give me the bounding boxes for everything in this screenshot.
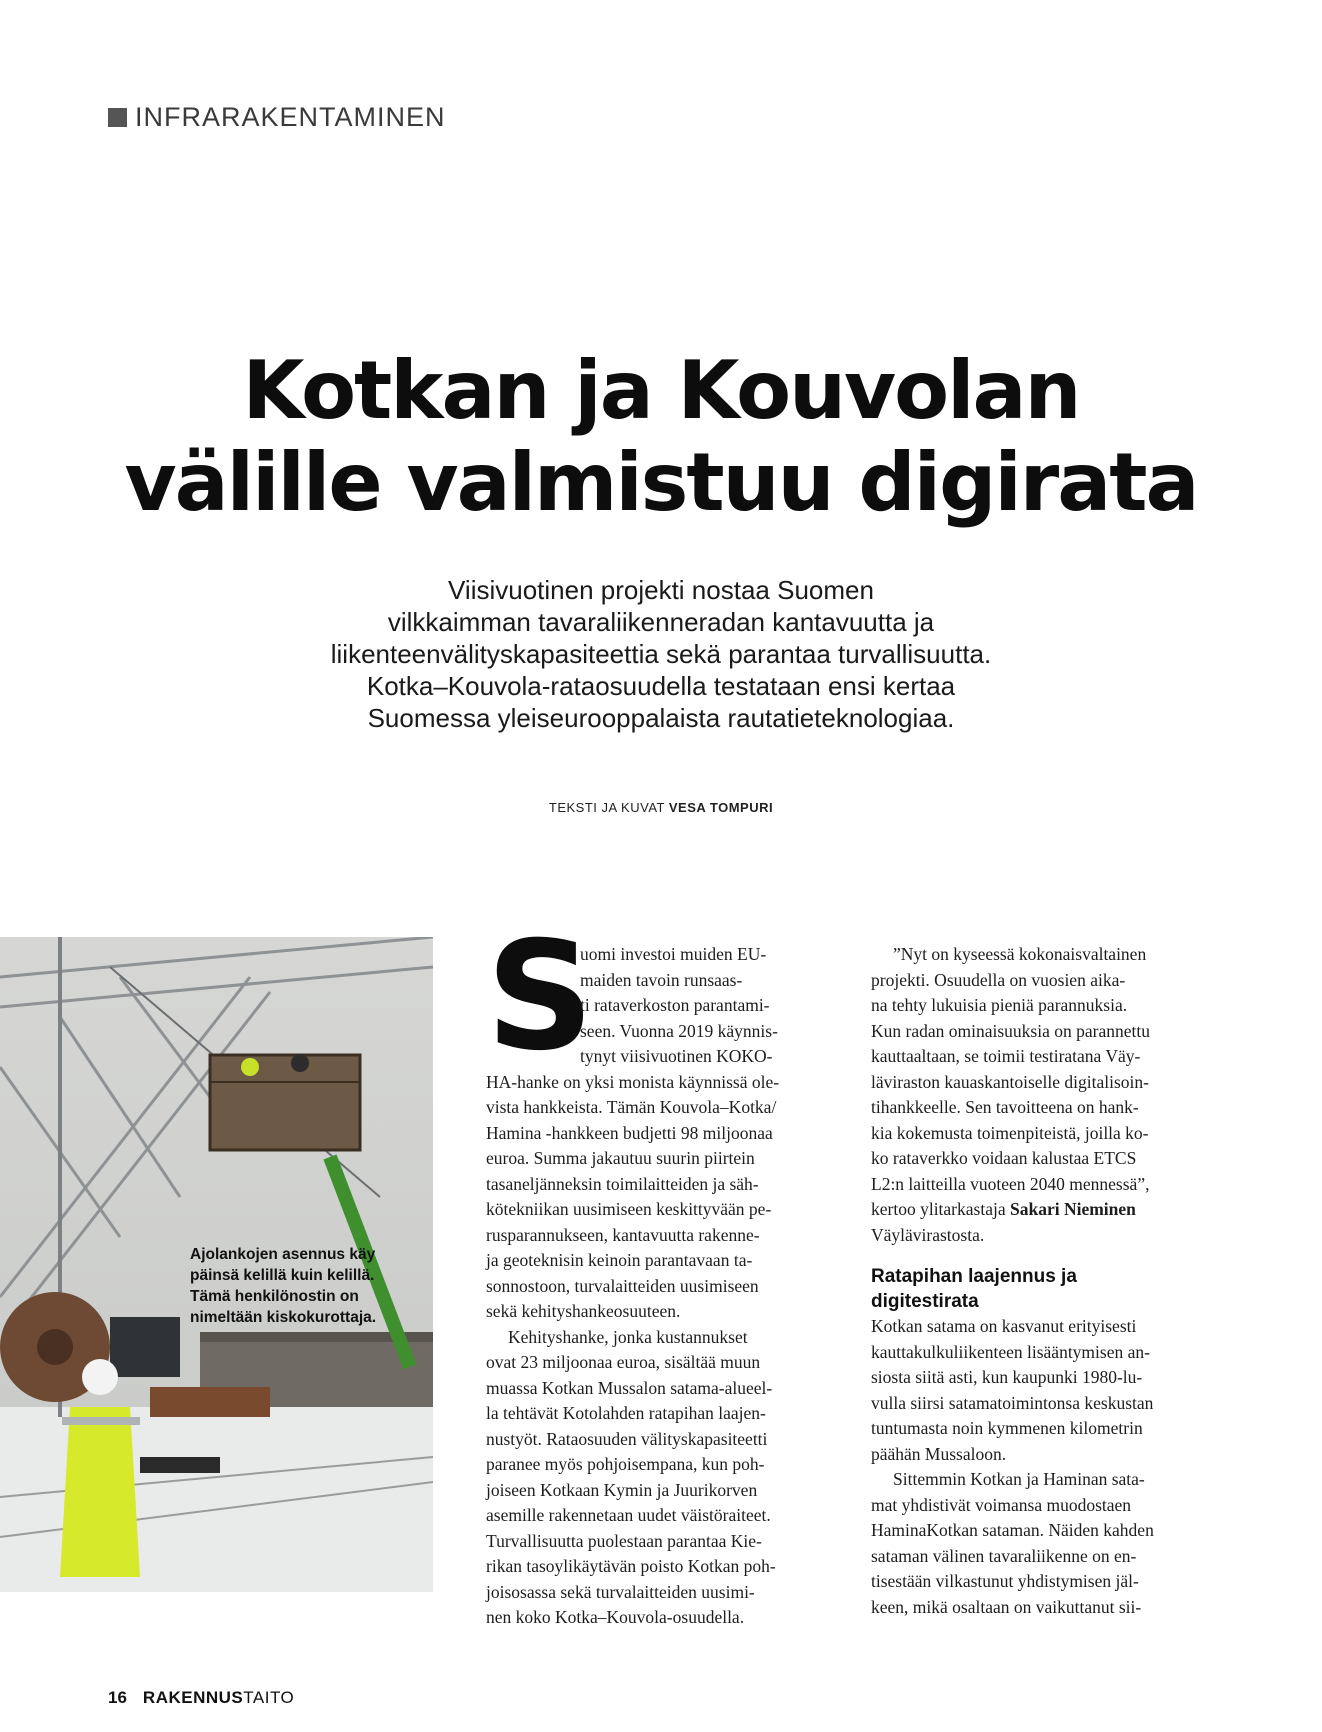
body-line: Väylävirastosta. xyxy=(871,1224,985,1245)
body-line: la tehtävät Kotolahden ratapihan laajen- xyxy=(486,1403,766,1423)
body-line: tuntumasta noin kymmenen kilometrin xyxy=(871,1418,1143,1438)
attribution-text: kertoo ylitarkastaja xyxy=(871,1199,1010,1219)
body-line: läviraston kauaskantoiselle digitalisoin- xyxy=(871,1071,1149,1092)
body-line: joisosassa sekä turvalaitteiden uusimi- xyxy=(486,1581,755,1602)
body-line: sonnostoon, turvalaitteiden uusimiseen xyxy=(486,1275,759,1296)
headline-line-1: Kotkan ja Kouvolan xyxy=(242,344,1080,437)
body-line: sataman välinen tavaraliikenne on en- xyxy=(871,1545,1137,1566)
byline-prefix: TEKSTI JA KUVAT xyxy=(548,800,665,815)
body-line: ”Nyt on kyseessä kokonaisvaltainen xyxy=(893,944,1147,964)
subheading xyxy=(871,1264,1221,1314)
magazine-name-light: TAITO xyxy=(243,1688,295,1707)
body-line: paranee myös pohjoisempana, kun poh- xyxy=(486,1454,765,1474)
body-line: rusparannukseen, kantavuutta rakenne- xyxy=(486,1224,760,1245)
body-line: päähän Mussaloon. xyxy=(871,1443,1007,1464)
body-line: asemille rakennetaan uudet väistöraiteet. xyxy=(486,1505,771,1525)
body-line: na tehty lukuisia pieniä parannuksia. xyxy=(871,995,1128,1015)
body-line: euroa. Summa jakautuu suurin piirtein xyxy=(486,1148,755,1168)
body-line: ti rataverkoston parantami- xyxy=(580,995,770,1015)
body-line: projekti. Osuudella on vuosien aika- xyxy=(871,969,1126,990)
subheading-line-2: digitestirata xyxy=(871,1291,979,1312)
body-line: maiden tavoin runsaas- xyxy=(580,969,743,990)
body-line: sekä kehityshankeosuuteen. xyxy=(486,1301,681,1321)
body-line: tasaneljänneksin toimilaitteiden ja säh- xyxy=(486,1173,759,1194)
lead-line: Kotka–Kouvola-rataosuudella testataan ensi kertaa xyxy=(366,671,956,701)
body-line: tihankkeelle. Sen tavoitteena on hank- xyxy=(871,1097,1139,1117)
page-number: 16 xyxy=(108,1688,127,1707)
body-line: L2:n laitteilla vuoteen 2040 mennessä”, xyxy=(871,1173,1150,1194)
body-line: nen koko Kotka–Kouvola-osuudella. xyxy=(486,1607,745,1627)
body-line: Hamina -hankkeen budjetti 98 miljoonaa xyxy=(486,1122,773,1143)
page-footer xyxy=(108,1688,294,1708)
photo-caption: Ajolankojen asennus käy päinsä kelillä kuin kelillä. Tämä henkilönostin on nimeltään kiskokurottaja. xyxy=(190,1246,377,1326)
body-line: nustyöt. Rataosuuden välityskapasiteetti xyxy=(486,1428,768,1449)
byline-author: VESA TOMPURI xyxy=(668,800,774,815)
body-column-1 xyxy=(486,942,838,1631)
body-column-2 xyxy=(871,942,1221,1620)
headline xyxy=(0,345,1322,529)
body-line: keen, mikä osaltaan on vaikuttanut sii- xyxy=(871,1596,1142,1617)
body-line: ko rataverkko voidaan kalustaa ETCS xyxy=(871,1148,1137,1168)
body-line: kauttaaltaan, se toimii testiratana Väy- xyxy=(871,1046,1141,1066)
lead-line: vilkkaimman tavaraliikenneradan kantavuutta ja xyxy=(387,607,935,637)
body-line: uomi investoi muiden EU- xyxy=(580,944,767,964)
byline xyxy=(0,800,1322,815)
body-line: ovat 23 miljoonaa euroa, sisältää muun xyxy=(486,1352,761,1372)
lead-line: Suomessa yleiseurooppalaista rautatieteknologiaa. xyxy=(367,703,955,733)
body-line: joiseen Kotkaan Kymin ja Juurikorven xyxy=(486,1479,758,1500)
section-label xyxy=(108,102,446,133)
body-line: Sittemmin Kotkan ja Haminan sata- xyxy=(893,1469,1145,1489)
headline-line-2: välille valmistuu digirata xyxy=(124,436,1198,529)
body-line: tisestään vilkastunut yhdistymisen jäl- xyxy=(871,1571,1139,1591)
body-line: ja geoteknisin keinoin parantavaan ta- xyxy=(486,1250,753,1270)
body-line: HA-hanke on yksi monista käynnissä ole- xyxy=(486,1071,780,1092)
body-line: Kun radan ominaisuuksia on parannettu xyxy=(871,1020,1150,1041)
body-line: siosta siitä asti, kun kaupunki 1980-lu- xyxy=(871,1367,1143,1387)
body-line: seen. Vuonna 2019 käynnis- xyxy=(580,1020,778,1041)
body-line: rikan tasoylikäytävän poisto Kotkan poh- xyxy=(486,1556,776,1576)
section-square-icon xyxy=(108,108,127,127)
body-line: Kotkan satama on kasvanut erityisesti xyxy=(871,1316,1137,1336)
subheading-line-1: Ratapihan laajennus ja xyxy=(871,1266,1077,1287)
body-line: Kehityshanke, jonka kustannukset xyxy=(508,1326,748,1347)
drop-cap: S xyxy=(486,910,595,1084)
magazine-name-bold: RAKENNUS xyxy=(142,1688,244,1707)
lead-line: Viisivuotinen projekti nostaa Suomen xyxy=(448,575,874,605)
body-line: HaminaKotkan sataman. Näiden kahden xyxy=(871,1520,1154,1540)
body-line: kia kokemusta toimenpiteistä, joilla ko- xyxy=(871,1122,1149,1143)
quote-attribution-line xyxy=(871,1197,1221,1223)
body-line: vulla siirsi satamatoimintonsa keskustan xyxy=(871,1392,1154,1413)
body-line: kötekniikan uusimiseen keskittyvään pe- xyxy=(486,1199,772,1219)
body-line: tynyt viisivuotinen KOKO- xyxy=(580,1046,773,1066)
body-line: kauttakulkuliikenteen lisääntymisen an- xyxy=(871,1341,1150,1362)
source-name: Sakari Nieminen xyxy=(1009,1199,1136,1219)
body-line: vista hankkeista. Tämän Kouvola–Kotka/ xyxy=(486,1097,777,1117)
section-label-text: INFRARAKENTAMINEN xyxy=(135,102,446,132)
lead-line: liikenteenvälityskapasiteettia sekä parantaa turvallisuutta. xyxy=(330,639,992,669)
body-line: mat yhdistivät voimansa muodostaen xyxy=(871,1494,1132,1515)
body-line: Turvallisuutta puolestaan parantaa Kie- xyxy=(486,1530,762,1551)
lead-paragraph xyxy=(0,574,1322,734)
body-line: muassa Kotkan Mussalon satama-alueel- xyxy=(486,1377,773,1398)
